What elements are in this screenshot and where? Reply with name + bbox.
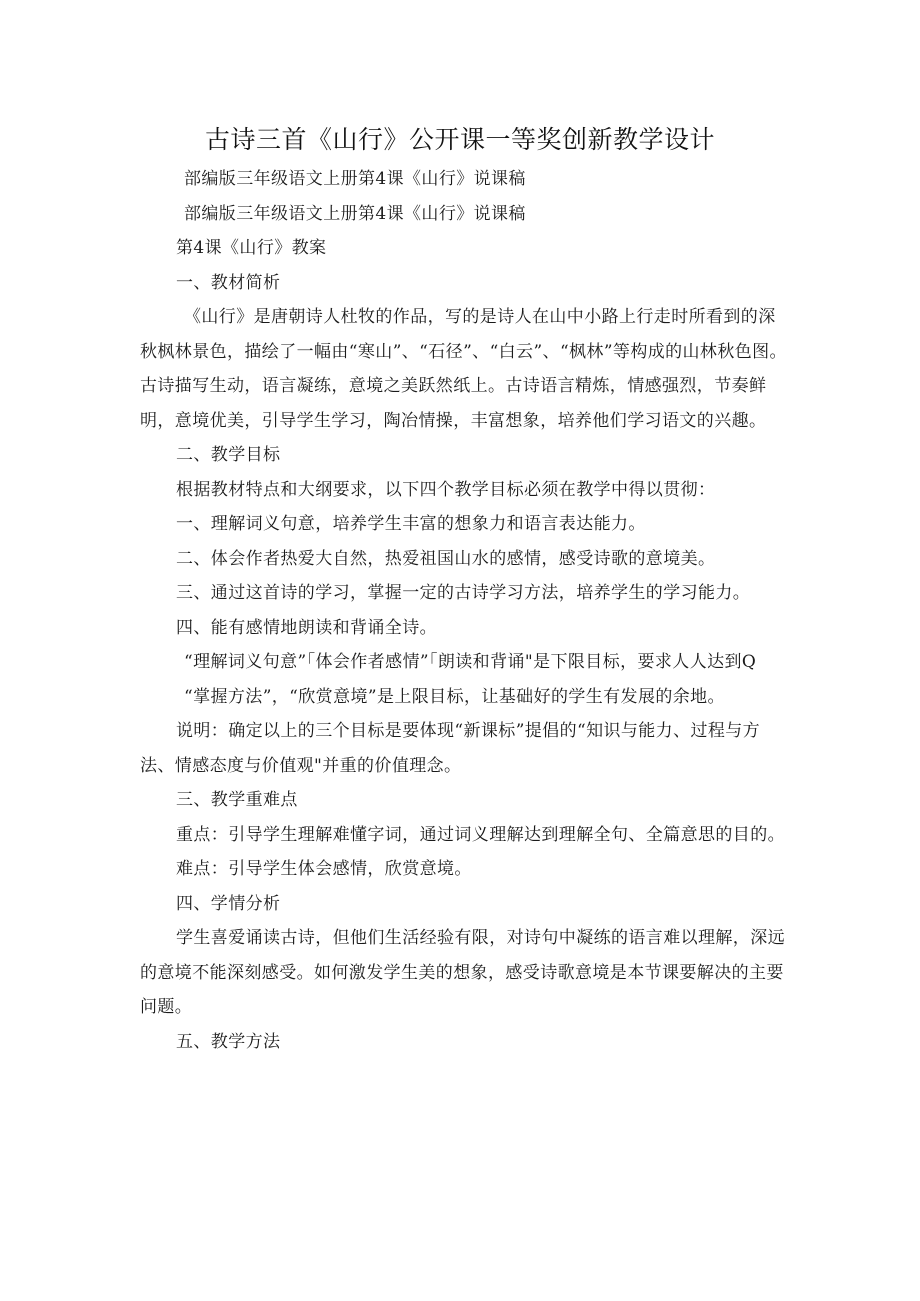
goal-item-1: 一、理解词义句意，培养学生丰富的想象力和语言表达能力。	[176, 514, 646, 534]
paragraph-explanation: 说明：确定以上的三个目标是要体现“新课标”提倡的“知识与能力、过程与方法、情感态度与价值观"并重的价值理念。	[140, 721, 761, 776]
heading-student-analysis: 四、学情分析	[176, 893, 281, 914]
goal-item-4: 四、能有感情地朗读和背诵全诗。	[176, 617, 437, 638]
paragraph-difficult-point: 难点：引导学生体会感情，欣赏意境。	[176, 859, 472, 879]
document-title: 古诗三首《山行》公开课一等奖创新教学设计	[204, 125, 715, 154]
paragraph-lower-goal: “理解词义句意”「体会作者感情”「朗读和背诵"是下限目标，要求人人达到Q	[184, 652, 757, 672]
heading-key-points: 三、教学重难点	[176, 790, 298, 810]
goal-item-2: 二、体会作者热爱大自然，热爱祖国山水的感情，感受诗歌的意境美。	[176, 548, 716, 569]
heading-textbook-analysis: 一、教材简析	[176, 272, 281, 293]
paragraph-subtitle-1: 部编版三年级语文上册第4课《山行》说课稿	[184, 169, 526, 189]
paragraph-student-analysis: 学生喜爱诵读古诗，但他们生活经验有限，对诗句中凝练的语言难以理解，深远的意境不能深刻感受。如何激发学生美的想象，感受诗歌意境是本节课要解决的主要问题。	[140, 928, 785, 1017]
heading-teaching-goals: 二、教学目标	[176, 445, 281, 465]
paragraph-subtitle-2: 部编版三年级语文上册第4课《山行》说课稿	[184, 203, 526, 224]
document-body	[140, 162, 790, 1059]
paragraph-upper-goal: “掌握方法”，“欣赏意境”是上限目标，让基础好的学生有发展的余地。	[184, 686, 725, 707]
paragraph-textbook-analysis: 《山行》是唐朝诗人杜牧的作品，写的是诗人在山中小路上行走时所看到的深秋枫林景色，描绘了一幅由“寒山”、“石径”、“白云”、“枫林”等构成的山林秋色图。古诗描写生动，语言凝练，意境之美跃然纸上。古诗语言精炼，情感强烈，节奏鲜明，意境优美，引导学生学习，陶冶情操，丰富想象，培养他们学习语文的兴趣。	[140, 307, 787, 431]
heading-teaching-methods: 五、教学方法	[176, 1031, 281, 1052]
goal-item-3: 三、通过这首诗的学习，掌握一定的古诗学习方法，培养学生的学习能力。	[176, 583, 751, 603]
paragraph-goals-intro: 根据教材特点和大纲要求，以下四个教学目标必须在教学中得以贯彻：	[176, 479, 716, 500]
paragraph-key-point: 重点：引导学生理解难懂字词，通过词义理解达到理解全句、全篇意思的目的。	[176, 824, 785, 845]
paragraph-lesson-plan: 第4课《山行》教案	[176, 238, 327, 258]
